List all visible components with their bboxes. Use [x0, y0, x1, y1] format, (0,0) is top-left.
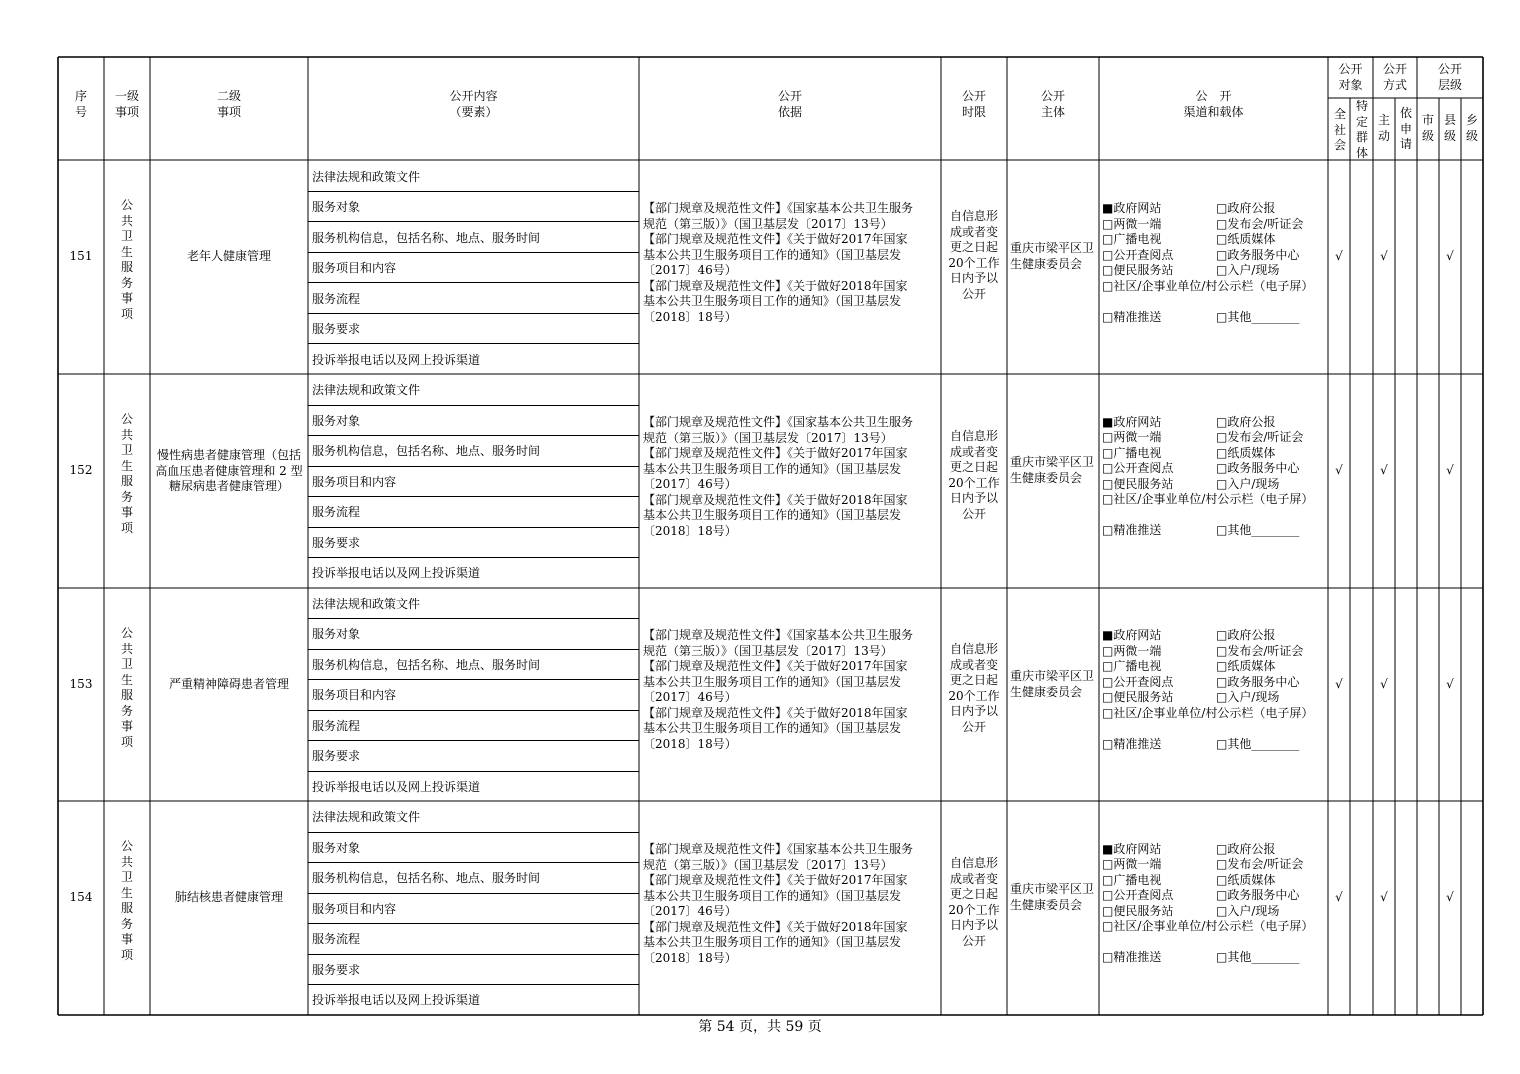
- channel-option: □便民服务站: [1102, 690, 1174, 704]
- subject-text: 重庆市梁平区卫生健康委员会: [1010, 455, 1095, 485]
- content-item: 服务机构信息，包括名称、地点、服务时间: [312, 231, 541, 245]
- channel-option: □两微一端: [1102, 217, 1162, 231]
- basis-text: 【部门规章及规范性文件】《国家基本公共卫生服务规范（第三版）》（国卫基层发〔2017〕13号） 【部门规章及规范性文件】《关于做好2017年国家基本公共卫生服务项目工作的通知》（国卫基层发〔2017〕46号） 【部门规章及规范性文件】《关于做好2018年国家基本公共卫生服务项目工作的通知》（国卫基层发〔2018〕18号）: [643, 628, 914, 751]
- time-limit-text: 自信息形成或者变更之日起20个工作日内予以公开: [948, 642, 1000, 734]
- target-all-mark: √: [1335, 677, 1343, 691]
- channel-option: □社区/企事业单位/村公示栏（电子屏）: [1102, 279, 1314, 293]
- channel-option: □公开查阅点: [1102, 248, 1174, 262]
- channel-option: □入户/现场: [1216, 904, 1280, 918]
- channel-option: □便民服务站: [1102, 477, 1174, 491]
- channel-option: □政务服务中心: [1216, 461, 1300, 475]
- channel-option: ■政府网站: [1102, 415, 1162, 429]
- header-mode-request: 依申请: [1399, 106, 1412, 151]
- time-limit-text: 自信息形成或者变更之日起20个工作日内予以公开: [948, 209, 1000, 301]
- header-level-town: 乡级: [1465, 113, 1478, 143]
- mode-active-mark: √: [1380, 677, 1388, 691]
- row-level2: 肺结核患者健康管理: [174, 890, 283, 904]
- channel-option: □政务服务中心: [1216, 675, 1300, 689]
- page-footer: 第 54 页，共 59 页: [698, 1019, 822, 1035]
- content-item: 服务机构信息，包括名称、地点、服务时间: [312, 444, 541, 458]
- row-level1: 公共卫生服务事项: [120, 198, 133, 321]
- channel-option: □政府公报: [1216, 842, 1276, 856]
- channel-option: □入户/现场: [1216, 477, 1280, 491]
- row-level1: 公共卫生服务事项: [120, 839, 133, 962]
- channel-option: □广播电视: [1102, 446, 1162, 460]
- header-mode-group: 公开 方式: [1382, 62, 1407, 92]
- header-target-all: 全社会: [1333, 107, 1346, 152]
- header-level-city: 市级: [1421, 113, 1434, 143]
- channel-option: □公开查阅点: [1102, 888, 1174, 902]
- content-item: 投诉举报电话以及网上投诉渠道: [312, 993, 481, 1007]
- content-item: 法律法规和政策文件: [312, 597, 421, 611]
- subject-text: 重庆市梁平区卫生健康委员会: [1010, 882, 1095, 912]
- header-level-group: 公开 层级: [1437, 62, 1462, 92]
- channel-option: □广播电视: [1102, 659, 1162, 673]
- channel-option: □纸质媒体: [1216, 659, 1276, 673]
- target-all-mark: √: [1335, 249, 1343, 263]
- mode-active-mark: √: [1380, 463, 1388, 477]
- header-level-county: 县级: [1443, 113, 1456, 143]
- channel-option: □政府公报: [1216, 201, 1276, 215]
- content-item: 法律法规和政策文件: [312, 383, 421, 397]
- channel-option: □便民服务站: [1102, 904, 1174, 918]
- row-seq: 154: [69, 890, 93, 904]
- content-item: 法律法规和政策文件: [312, 170, 421, 184]
- channel-option: □精准推送: [1102, 950, 1162, 964]
- content-item: 投诉举报电话以及网上投诉渠道: [312, 353, 481, 367]
- channel-option: □公开查阅点: [1102, 675, 1174, 689]
- channel-option: □政务服务中心: [1216, 888, 1300, 902]
- channel-option: □发布会/听证会: [1216, 857, 1304, 871]
- content-item: 服务项目和内容: [312, 261, 397, 275]
- channel-option: □政府公报: [1216, 628, 1276, 642]
- channel-option: □纸质媒体: [1216, 873, 1276, 887]
- content-item: 服务流程: [312, 932, 361, 946]
- content-item: 服务项目和内容: [312, 688, 397, 702]
- header-channel: 公 开 渠道和载体: [1183, 89, 1244, 119]
- channel-option: □发布会/听证会: [1216, 430, 1304, 444]
- target-all-mark: √: [1335, 463, 1343, 477]
- target-all-mark: √: [1335, 890, 1343, 904]
- channel-option: □广播电视: [1102, 232, 1162, 246]
- channel-option: □广播电视: [1102, 873, 1162, 887]
- channel-option: □精准推送: [1102, 310, 1162, 324]
- basis-text: 【部门规章及规范性文件】《国家基本公共卫生服务规范（第三版）》（国卫基层发〔2017〕13号） 【部门规章及规范性文件】《关于做好2017年国家基本公共卫生服务项目工作的通知》（国卫基层发〔2017〕46号） 【部门规章及规范性文件】《关于做好2018年国家基本公共卫生服务项目工作的通知》（国卫基层发〔2018〕18号）: [643, 415, 914, 538]
- content-item: 服务对象: [312, 200, 361, 214]
- content-item: 服务要求: [312, 963, 361, 977]
- level-county-mark: √: [1446, 249, 1454, 263]
- time-limit-text: 自信息形成或者变更之日起20个工作日内予以公开: [948, 429, 1000, 521]
- content-item: 服务对象: [312, 414, 361, 428]
- channel-option: □政务服务中心: [1216, 248, 1300, 262]
- content-item: 服务对象: [312, 841, 361, 855]
- header-target-specific: 特定群体: [1355, 99, 1368, 160]
- channel-option: ■政府网站: [1102, 628, 1162, 642]
- channel-option: □社区/企事业单位/村公示栏（电子屏）: [1102, 706, 1314, 720]
- channel-option: □其他________: [1216, 737, 1300, 751]
- time-limit-text: 自信息形成或者变更之日起20个工作日内予以公开: [948, 856, 1000, 948]
- mode-active-mark: √: [1380, 249, 1388, 263]
- channel-option: ■政府网站: [1102, 842, 1162, 856]
- channel-option: □其他________: [1216, 950, 1300, 964]
- channel-option: □便民服务站: [1102, 263, 1174, 277]
- content-item: 投诉举报电话以及网上投诉渠道: [312, 780, 481, 794]
- row-seq: 152: [69, 463, 93, 477]
- channel-option: □纸质媒体: [1216, 446, 1276, 460]
- header-time-limit: 公开 时限: [961, 89, 986, 119]
- content-item: 投诉举报电话以及网上投诉渠道: [312, 566, 481, 580]
- content-item: 服务项目和内容: [312, 475, 397, 489]
- row-level1: 公共卫生服务事项: [120, 412, 133, 535]
- channel-option: □其他________: [1216, 310, 1300, 324]
- content-item: 服务流程: [312, 505, 361, 519]
- channel-option: □入户/现场: [1216, 690, 1280, 704]
- content-item: 服务要求: [312, 322, 361, 336]
- header-mode-active: 主动: [1377, 113, 1390, 143]
- row-level1: 公共卫生服务事项: [120, 626, 133, 749]
- content-item: 服务流程: [312, 292, 361, 306]
- channel-option: □其他________: [1216, 523, 1300, 537]
- channel-option: □公开查阅点: [1102, 461, 1174, 475]
- content-item: 服务对象: [312, 627, 361, 641]
- channel-option: □政府公报: [1216, 415, 1276, 429]
- row-seq: 153: [69, 677, 93, 691]
- row-level2: 慢性病患者健康管理（包括高血压患者健康管理和 2 型糖尿病患者健康管理）: [155, 448, 303, 493]
- level-county-mark: √: [1446, 463, 1454, 477]
- header-target-group: 公开 对象: [1338, 62, 1363, 92]
- channel-option: □两微一端: [1102, 857, 1162, 871]
- header-basis: 公开 依据: [777, 89, 802, 119]
- content-item: 服务机构信息，包括名称、地点、服务时间: [312, 871, 541, 885]
- channel-option: □两微一端: [1102, 644, 1162, 658]
- subject-text: 重庆市梁平区卫生健康委员会: [1010, 241, 1095, 271]
- content-item: 服务要求: [312, 536, 361, 550]
- header-content: 公开内容 （要素）: [449, 89, 498, 119]
- content-item: 法律法规和政策文件: [312, 810, 421, 824]
- channel-option: □发布会/听证会: [1216, 644, 1304, 658]
- basis-text: 【部门规章及规范性文件】《国家基本公共卫生服务规范（第三版）》（国卫基层发〔2017〕13号） 【部门规章及规范性文件】《关于做好2017年国家基本公共卫生服务项目工作的通知》（国卫基层发〔2017〕46号） 【部门规章及规范性文件】《关于做好2018年国家基本公共卫生服务项目工作的通知》（国卫基层发〔2018〕18号）: [643, 201, 914, 324]
- row-seq: 151: [69, 249, 93, 263]
- mode-active-mark: √: [1380, 890, 1388, 904]
- channel-option: □两微一端: [1102, 430, 1162, 444]
- header-level1: 一级 事项: [114, 89, 139, 119]
- channel-option: □社区/企事业单位/村公示栏（电子屏）: [1102, 919, 1314, 933]
- channel-option: □精准推送: [1102, 737, 1162, 751]
- row-level2: 老年人健康管理: [186, 249, 271, 263]
- level-county-mark: √: [1446, 677, 1454, 691]
- channel-option: □发布会/听证会: [1216, 217, 1304, 231]
- subject-text: 重庆市梁平区卫生健康委员会: [1010, 669, 1095, 699]
- channel-option: □社区/企事业单位/村公示栏（电子屏）: [1102, 492, 1314, 506]
- content-item: 服务机构信息，包括名称、地点、服务时间: [312, 658, 541, 672]
- channel-option: □精准推送: [1102, 523, 1162, 537]
- level-county-mark: √: [1446, 890, 1454, 904]
- header-seq: 序 号: [74, 89, 87, 119]
- header-level2: 二级 事项: [216, 89, 241, 119]
- header-subject: 公开 主体: [1040, 89, 1065, 119]
- basis-text: 【部门规章及规范性文件】《国家基本公共卫生服务规范（第三版）》（国卫基层发〔2017〕13号） 【部门规章及规范性文件】《关于做好2017年国家基本公共卫生服务项目工作的通知》（国卫基层发〔2017〕46号） 【部门规章及规范性文件】《关于做好2018年国家基本公共卫生服务项目工作的通知》（国卫基层发〔2018〕18号）: [643, 842, 914, 965]
- channel-option: ■政府网站: [1102, 201, 1162, 215]
- channel-option: □纸质媒体: [1216, 232, 1276, 246]
- content-item: 服务项目和内容: [312, 902, 397, 916]
- channel-option: □入户/现场: [1216, 263, 1280, 277]
- content-item: 服务要求: [312, 749, 361, 763]
- content-item: 服务流程: [312, 719, 361, 733]
- row-level2: 严重精神障碍患者管理: [168, 677, 289, 691]
